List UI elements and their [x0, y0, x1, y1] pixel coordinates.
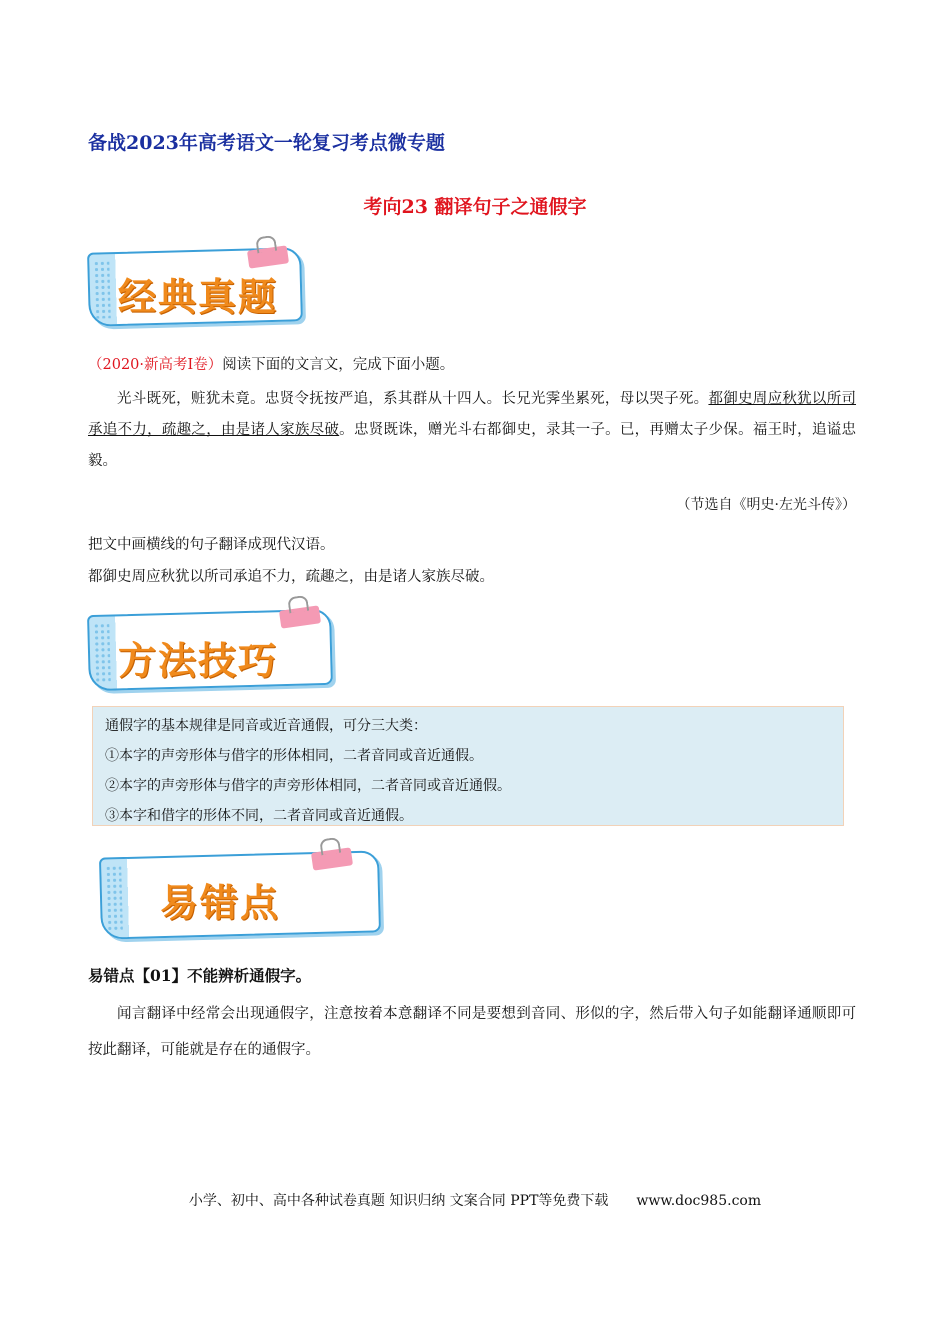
footer-text: 小学、初中、高中各种试卷真题 知识归纳 文案合同 PPT等免费下载 — [188, 1193, 609, 1209]
main-title: 考向23 翻译句子之通假字 — [363, 196, 587, 218]
series-title: 备战2023年高考语文一轮复习考点微专题 — [88, 132, 445, 154]
banner-label: 易错点 — [160, 881, 281, 925]
tip-item: ③本字和借字的形体不同，二者音同或音近通假。 — [105, 808, 413, 824]
tips-box — [92, 706, 844, 826]
tips-intro: 通假字的基本规律是同音或近音通假，可分三大类： — [105, 718, 427, 734]
source-tag: （2020·新高考I卷） — [88, 357, 223, 373]
passage-underlined: 都御史周应秋犹以所司承追不力，疏趣之，由是诸人家族尽破 — [88, 391, 857, 438]
error-point-title: 易错点【01】不能辨析通假字。 — [88, 966, 312, 985]
banner-label: 方法技巧 — [118, 639, 279, 683]
passage — [88, 384, 856, 477]
target-sentence: 都御史周应秋犹以所司承追不力，疏趣之，由是诸人家族尽破。 — [88, 569, 494, 585]
tip-item: ①本字的声旁形体与借字的形体相同，二者音同或音近通假。 — [105, 748, 483, 764]
citation: （节选自《明史·左光斗传》） — [676, 497, 856, 513]
footer — [0, 1190, 950, 1210]
tip-item: ②本字的声旁形体与借字的声旁形体相同，二者音同或音近通假。 — [105, 778, 511, 794]
question-source-line — [88, 350, 454, 380]
error-point-body: 闻言翻译中经常会出现通假字，注意按着本意翻译不同是要想到音同、形似的字，然后带入句子如能翻译通顺即可按此翻译，可能就是存在的通假字。 — [88, 1006, 856, 1058]
instruction: 阅读下面的文言文，完成下面小题。 — [222, 357, 455, 373]
footer-url[interactable]: www.doc985.com — [636, 1193, 762, 1209]
classic-questions-banner — [88, 244, 308, 324]
method-banner — [88, 604, 338, 688]
passage-after: 。忠贤既诛，赠光斗右都御史，录其一子。已，再赠太子少保。福王时，追谥忠毅。 — [88, 422, 857, 469]
task-text: 把文中画横线的句子翻译成现代汉语。 — [88, 537, 335, 553]
passage-before: 光斗既死，赃犹未竟。忠贤令抚按严追，系其群从十四人。长兄光霁坐累死，母以哭子死。 — [117, 391, 709, 407]
errors-banner — [100, 846, 390, 938]
banner-label: 经典真题 — [118, 275, 279, 319]
